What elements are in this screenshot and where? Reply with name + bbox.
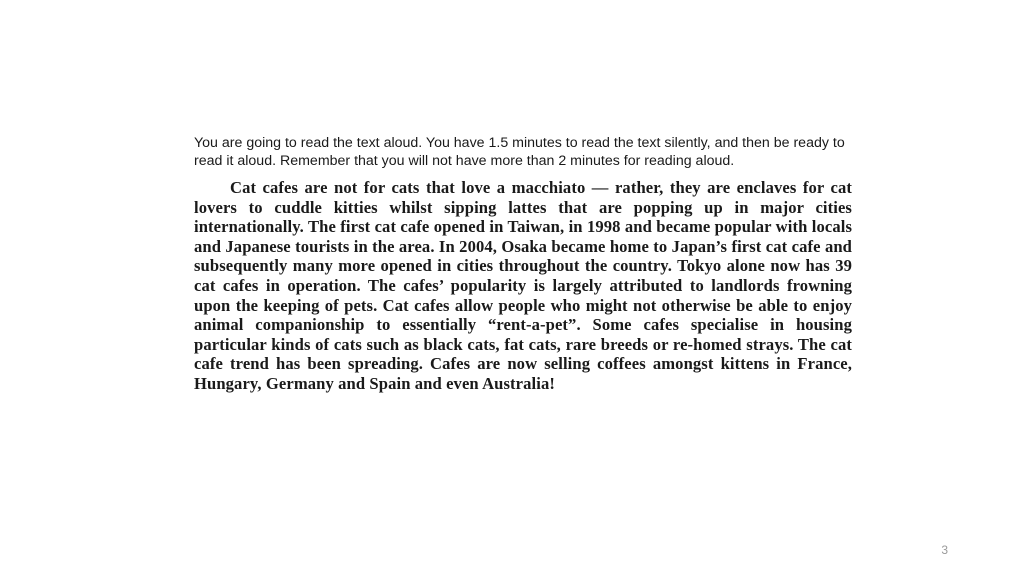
task-instructions: You are going to read the text aloud. You have 1.5 minutes to read the text silently, and then be ready to read it aloud. Remember that you will not have more than 2 minutes for reading aloud.: [194, 135, 845, 169]
slide-content: [194, 134, 852, 394]
reading-passage: Cat cafes are not for cats that love a macchiato — rather, they are enclaves for cat lovers to cuddle kitties whilst sipping lattes that are popping up in major cities internationally. The first cat cafe opened in Taiwan, in 1998 and became popular with locals and Japanese tourists in the area. In 2004, Osaka became home to Japan’s first cat cafe and subsequently many more opened in cities throughout the country. Tokyo alone now has 39 cat cafes in operation. The cafes’ popularity is largely attributed to landlords frowning upon the keeping of pets. Cat cafes allow people who might not otherwise be able to enjoy animal companionship to essentially “rent-a-pet”. Some cafes specialise in housing particular kinds of cats such as black cats, fat cats, rare breeds or re-homed strays. The cat cafe trend has been spreading. Cafes are now selling coffees amongst kittens in France, Hungary, Germany and Spain and even Australia!: [194, 178, 852, 393]
page-number: 3: [941, 543, 948, 557]
